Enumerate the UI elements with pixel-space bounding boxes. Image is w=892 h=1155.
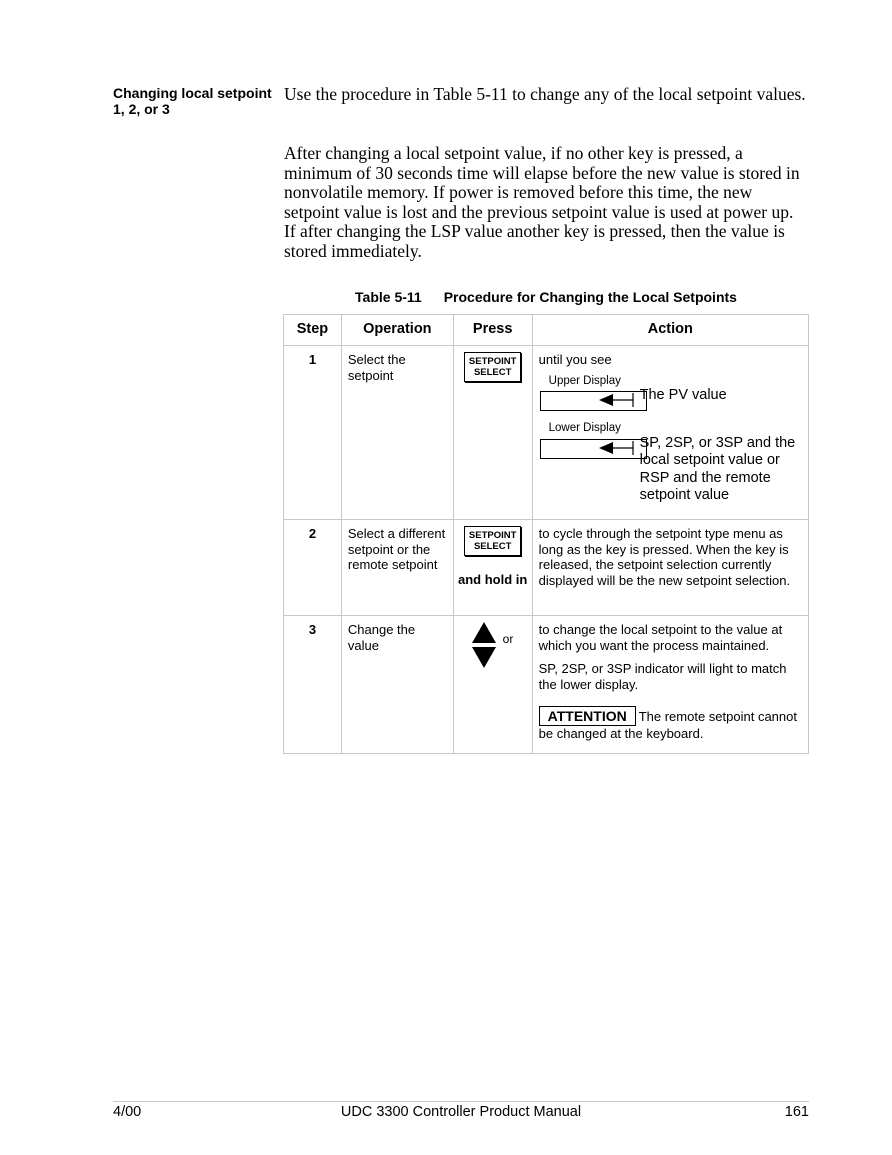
pointer-arrow-icon	[599, 441, 639, 455]
attention-badge: ATTENTION	[539, 706, 636, 726]
step-number: 3	[284, 616, 342, 754]
table-title: Procedure for Changing the Local Setpoints	[443, 289, 737, 305]
step-number: 2	[284, 520, 342, 616]
operation-text: Select the setpoint	[341, 346, 453, 520]
page-number: 161	[784, 1104, 809, 1120]
section-heading: Changing local setpoint 1, 2, or 3	[113, 85, 272, 117]
press-cell	[453, 346, 532, 520]
table-header-row	[284, 315, 809, 346]
up-down-arrow-keys-icon	[471, 622, 497, 668]
upper-display-text: The PV value	[639, 387, 727, 403]
press-cell	[453, 520, 532, 616]
footer-divider	[113, 1101, 809, 1102]
footer-date: 4/00	[113, 1104, 142, 1120]
lower-display-label: Lower Display	[548, 422, 621, 434]
footer-title: UDC 3300 Controller Product Manual	[340, 1104, 582, 1120]
table-caption	[284, 289, 808, 305]
table-row	[284, 346, 809, 520]
action-text: to cycle through the setpoint type menu as long as the key is pressed. When the key is released, the setpoint selection currently displayed will be the new setpoint selection.	[532, 520, 808, 616]
header-action: Action	[532, 315, 808, 346]
header-press: Press	[453, 315, 532, 346]
press-note: and hold in	[458, 572, 528, 587]
press-or: or	[502, 632, 514, 646]
detail-paragraph: After changing a local setpoint value, if no other key is pressed, a minimum of 30 seconds time will elapse before the new value is stored in nonvolatile memory. If power is removed before this time, the new setpoint value is lost and the previous setpoint value is used at power up. If after changing the LSP value another key is pressed, then the value is stored immediately.	[284, 143, 800, 261]
action-text: to change the local setpoint to the value at which you want the process maintained.	[538, 622, 783, 653]
upper-display-label: Upper Display	[548, 374, 621, 387]
procedure-table	[283, 314, 809, 754]
action-cell	[532, 616, 808, 754]
attention-text: The remote setpoint cannot be changed at the keyboard.	[538, 709, 797, 741]
action-text: SP, 2SP, or 3SP indicator will light to match the lower display.	[538, 661, 787, 692]
table-number: Table 5-11	[355, 289, 422, 305]
header-step: Step	[284, 315, 342, 346]
press-cell	[453, 616, 532, 754]
operation-text: Change the value	[341, 616, 453, 754]
pointer-arrow-icon	[599, 393, 639, 407]
setpoint-select-key-icon: SETPOINT SELECT	[464, 526, 522, 556]
table-row	[284, 616, 809, 754]
intro-paragraph: Use the procedure in Table 5-11 to change any of the local setpoint values.	[284, 84, 806, 104]
step-number: 1	[284, 346, 342, 520]
operation-text: Select a different setpoint or the remote setpoint	[341, 520, 453, 616]
action-cell	[532, 346, 808, 520]
setpoint-select-key-icon: SETPOINT SELECT	[464, 352, 522, 382]
action-text: until you see	[538, 352, 612, 367]
table-row	[284, 520, 809, 616]
lower-display-text: SP, 2SP, or 3SP and the local setpoint value or RSP and the remote setpoint value	[639, 434, 796, 503]
header-operation: Operation	[341, 315, 453, 346]
